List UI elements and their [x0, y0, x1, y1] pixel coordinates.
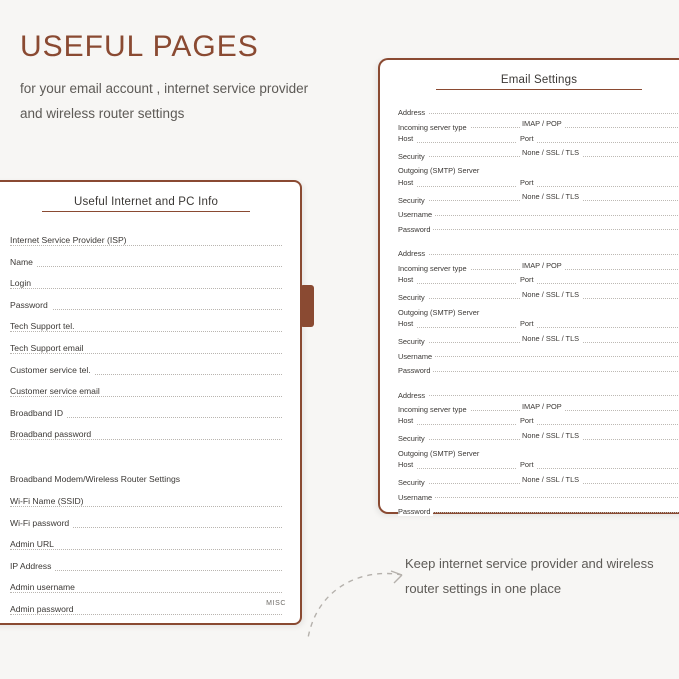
- left-page-form: [0, 212, 300, 621]
- field-label: Wi-Fi password: [10, 518, 73, 528]
- field-label: Login: [10, 278, 35, 288]
- corner-mark: MISC: [266, 600, 286, 607]
- field-label: Host: [398, 275, 416, 284]
- list-item[interactable]: [398, 117, 679, 132]
- field-label: Host: [398, 178, 416, 187]
- fill-line: [398, 215, 679, 216]
- list-item[interactable]: [10, 338, 282, 360]
- useful-internet-info-page: [0, 180, 302, 625]
- page-tab-marker: [300, 285, 314, 327]
- list-item[interactable]: [10, 295, 282, 317]
- field-options[interactable]: IMAP / POP: [520, 261, 565, 270]
- list-item[interactable]: [10, 230, 282, 252]
- field-options[interactable]: IMAP / POP: [520, 119, 565, 128]
- fill-line: [398, 512, 679, 513]
- subsection-title: [398, 443, 679, 458]
- list-item[interactable]: [398, 501, 679, 516]
- field-options[interactable]: None / SSL / TLS: [520, 148, 582, 157]
- field-label: Username: [398, 352, 435, 361]
- email-account-group: [398, 102, 679, 233]
- list-item[interactable]: [10, 273, 282, 295]
- fill-line: [520, 283, 679, 284]
- page-subtitle: for your email account , internet service provider and wireless router settings: [20, 81, 309, 121]
- list-item[interactable]: [398, 414, 679, 429]
- right-page-heading: Email Settings: [500, 74, 578, 86]
- field-label: Username: [398, 210, 435, 219]
- field-label: Name: [10, 257, 37, 267]
- list-item[interactable]: [10, 424, 282, 446]
- fill-line: [398, 497, 679, 498]
- fill-line: [520, 142, 679, 143]
- field-label: Incoming server type: [398, 405, 470, 414]
- list-item[interactable]: [10, 534, 282, 556]
- field-label: Password: [398, 507, 433, 516]
- fill-line: [398, 113, 679, 114]
- field-label: Host: [398, 460, 416, 469]
- list-item[interactable]: [398, 204, 679, 219]
- field-label: Internet Service Provider (ISP): [10, 235, 131, 245]
- left-page-heading: Useful Internet and PC Info: [73, 196, 219, 208]
- list-item[interactable]: [398, 360, 679, 375]
- field-label: Port: [520, 178, 537, 187]
- field-label: Address: [398, 108, 428, 117]
- subsection-title: [398, 302, 679, 317]
- field-label: Security: [398, 152, 428, 161]
- fill-line: [520, 327, 679, 328]
- field-label: Password: [10, 300, 52, 310]
- list-item[interactable]: [398, 175, 679, 190]
- headline-block: [20, 30, 360, 127]
- field-label: Security: [398, 196, 428, 205]
- field-options[interactable]: None / SSL / TLS: [520, 192, 582, 201]
- field-label: Port: [520, 416, 537, 425]
- spacer: [10, 446, 282, 468]
- list-item[interactable]: [398, 219, 679, 234]
- fill-line: [398, 395, 679, 396]
- fill-line: [398, 371, 679, 372]
- list-item[interactable]: [398, 316, 679, 331]
- field-options[interactable]: None / SSL / TLS: [520, 334, 582, 343]
- email-settings-page: [378, 58, 679, 517]
- list-item[interactable]: [398, 428, 679, 443]
- field-label: Admin URL: [10, 539, 58, 549]
- list-item[interactable]: [10, 316, 282, 338]
- field-options[interactable]: None / SSL / TLS: [520, 290, 582, 299]
- list-item[interactable]: [398, 399, 679, 414]
- fill-line: [398, 356, 679, 357]
- list-item[interactable]: [398, 287, 679, 302]
- field-label: Broadband ID: [10, 408, 67, 418]
- field-label: Host: [398, 416, 416, 425]
- email-account-group: [398, 243, 679, 374]
- list-item[interactable]: [10, 252, 282, 274]
- list-item[interactable]: [398, 273, 679, 288]
- fill-line: [520, 468, 679, 469]
- list-item[interactable]: [10, 577, 282, 599]
- page-title: USEFUL PAGES: [20, 30, 259, 63]
- field-label: IP Address: [10, 561, 55, 571]
- field-label: Wi-Fi Name (SSID): [10, 496, 88, 506]
- list-item[interactable]: [398, 487, 679, 502]
- field-label: Port: [520, 134, 537, 143]
- field-label: Customer service tel.: [10, 365, 95, 375]
- fill-line: [10, 288, 282, 289]
- email-account-group: [398, 385, 679, 516]
- field-label: Admin username: [10, 582, 79, 592]
- fill-line: [10, 266, 282, 267]
- field-label: Password: [398, 225, 433, 234]
- field-label: Outgoing (SMTP) Server: [398, 166, 480, 176]
- field-label: Incoming server type: [398, 123, 470, 132]
- field-label: Security: [398, 434, 428, 443]
- field-label: Outgoing (SMTP) Server: [398, 307, 480, 317]
- email-settings-form: [380, 90, 679, 516]
- list-item[interactable]: [398, 331, 679, 346]
- field-label: Username: [398, 493, 435, 502]
- list-item[interactable]: [10, 556, 282, 578]
- field-label: Address: [398, 391, 428, 400]
- field-label: Address: [398, 249, 428, 258]
- list-item[interactable]: [398, 243, 679, 258]
- field-label: Admin password: [10, 604, 78, 614]
- field-label: Port: [520, 319, 537, 328]
- subsection-title: [398, 160, 679, 175]
- field-options[interactable]: None / SSL / TLS: [520, 431, 582, 440]
- list-item[interactable]: [10, 360, 282, 382]
- field-label: Host: [398, 134, 416, 143]
- list-item[interactable]: [10, 491, 282, 513]
- field-label: Security: [398, 478, 428, 487]
- field-label: Security: [398, 293, 428, 302]
- list-item[interactable]: [398, 146, 679, 161]
- field-label: Security: [398, 337, 428, 346]
- fill-line: [520, 186, 679, 187]
- field-label: Password: [398, 366, 433, 375]
- list-item[interactable]: [10, 381, 282, 403]
- field-label: Incoming server type: [398, 264, 470, 273]
- field-label: Broadband password: [10, 429, 95, 439]
- list-item[interactable]: [398, 385, 679, 400]
- list-item[interactable]: [398, 102, 679, 117]
- list-item[interactable]: [10, 403, 282, 425]
- field-options[interactable]: IMAP / POP: [520, 402, 565, 411]
- list-item[interactable]: [398, 458, 679, 473]
- fill-line: [398, 254, 679, 255]
- fill-line: [520, 424, 679, 425]
- field-label: Customer service email: [10, 386, 104, 396]
- field-label: Host: [398, 319, 416, 328]
- list-item[interactable]: [10, 599, 282, 621]
- caption-text: Keep internet service provider and wireless router settings in one place: [405, 556, 654, 596]
- fill-line: [398, 229, 679, 230]
- section-title: Broadband Modem/Wireless Router Settings: [10, 473, 181, 484]
- list-item[interactable]: [398, 190, 679, 205]
- field-options[interactable]: None / SSL / TLS: [520, 475, 582, 484]
- field-label: Port: [520, 460, 537, 469]
- list-item[interactable]: [398, 472, 679, 487]
- list-item[interactable]: [10, 513, 282, 535]
- field-label: Tech Support tel.: [10, 321, 79, 331]
- list-item[interactable]: [398, 258, 679, 273]
- field-label: Outgoing (SMTP) Server: [398, 449, 480, 459]
- field-label: Tech Support email: [10, 343, 88, 353]
- list-item[interactable]: [398, 131, 679, 146]
- dashed-arrow-icon: [290, 540, 410, 650]
- field-label: Port: [520, 275, 537, 284]
- list-item[interactable]: [398, 346, 679, 361]
